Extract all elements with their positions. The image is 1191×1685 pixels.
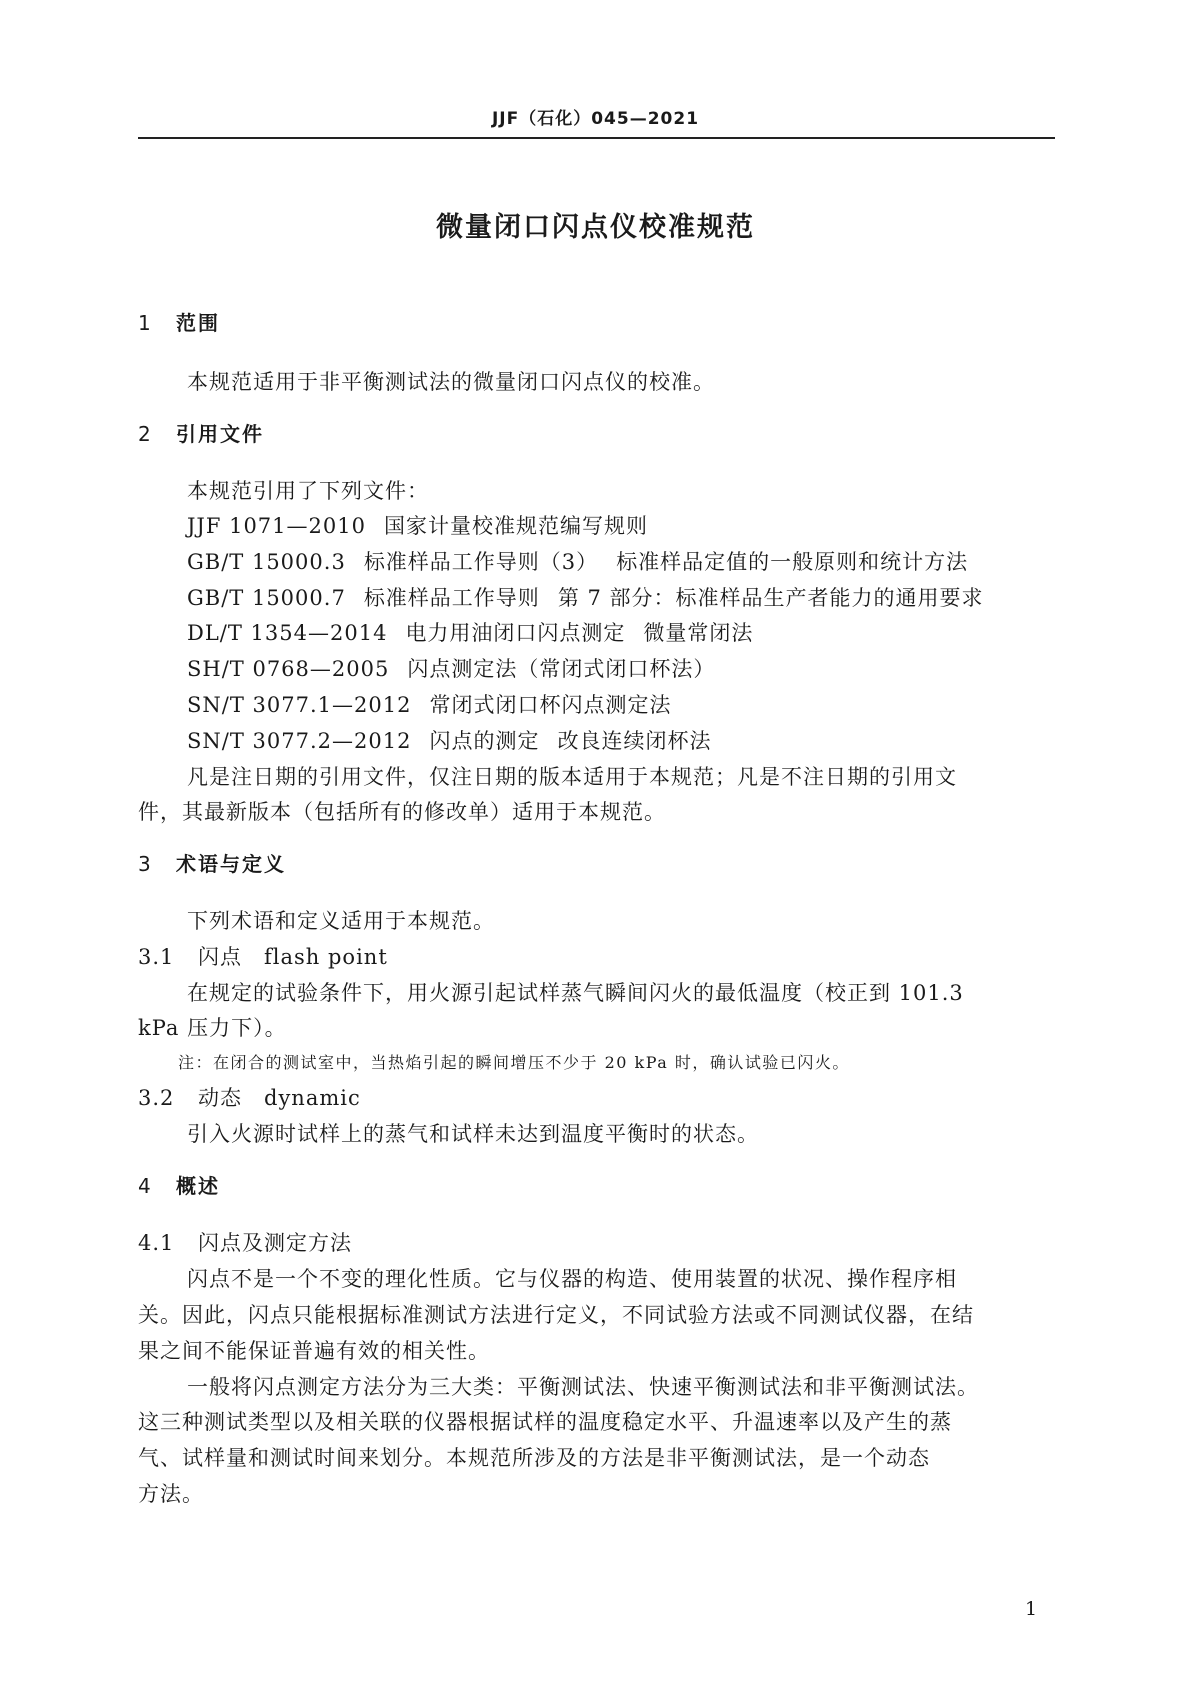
term-3-2-heading [138, 1082, 361, 1112]
references-closing-line-2: 件，其最新版本（包括所有的修改单）适用于本规范。 [138, 800, 666, 824]
references-intro: 本规范引用了下列文件： [187, 479, 429, 503]
terms-intro: 下列术语和定义适用于本规范。 [187, 909, 495, 933]
reference-title: 国家计量校准规范编写规则 [383, 514, 648, 538]
section-number: 2 [138, 422, 153, 446]
section-title: 术语与定义 [176, 852, 286, 876]
section-4-heading [138, 1170, 220, 1199]
section-number: 4 [138, 1174, 153, 1198]
section-1-body: 本规范适用于非平衡测试法的微量闭口闪点仪的校准。 [187, 370, 715, 394]
reference-code: SN/T 3077.1—2012 [187, 693, 412, 717]
reference-subtitle: 改良连续闭杯法 [557, 729, 712, 753]
term-3-1-note: 注：在闭合的测试室中，当热焰引起的瞬间增压不少于 20 kPa 时，确认试验已闪火。 [178, 1053, 850, 1072]
overview-paragraph-1-line-1: 闪点不是一个不变的理化性质。它与仪器的构造、使用装置的状况、操作程序相 [187, 1267, 957, 1291]
section-title: 范围 [176, 311, 220, 335]
reference-code: SN/T 3077.2—2012 [187, 729, 412, 753]
references-closing-line-1: 凡是注日期的引用文件，仅注日期的版本适用于本规范；凡是不注日期的引用文 [187, 765, 957, 789]
page-title: 微量闭口闪点仪校准规范 [436, 212, 755, 243]
section-number: 3 [138, 852, 153, 876]
overview-paragraph-1-line-3: 果之间不能保证普遍有效的相关性。 [138, 1339, 490, 1363]
reference-code: JJF 1071—2010 [187, 514, 366, 538]
subsection-number: 4.1 [138, 1231, 175, 1255]
reference-item [187, 546, 968, 576]
reference-code: SH/T 0768—2005 [187, 657, 390, 681]
page-number: 1 [1025, 1598, 1038, 1620]
reference-title: 常闭式闭口杯闪点测定法 [429, 693, 672, 717]
document-code-header: JJF（石化）045—2021 [491, 109, 700, 129]
reference-title: 标准样品工作导则 [363, 586, 540, 610]
reference-item [187, 725, 711, 755]
overview-paragraph-2-line-3: 气、试样量和测试时间来划分。本规范所涉及的方法是非平衡测试法，是一个动态 [138, 1446, 930, 1470]
reference-title: 标准样品工作导则（3） [363, 550, 599, 574]
reference-title: 电力用油闭口闪点测定 [405, 621, 626, 645]
reference-item [187, 689, 671, 719]
overview-paragraph-2-line-1: 一般将闪点测定方法分为三大类：平衡测试法、快速平衡测试法和非平衡测试法。 [187, 1375, 979, 1399]
overview-paragraph-1-line-2: 关。因此，闪点只能根据标准测试方法进行定义，不同试验方法或不同测试仪器，在结 [138, 1303, 974, 1327]
term-number: 3.2 [138, 1086, 175, 1110]
term-name-en: dynamic [264, 1086, 361, 1110]
reference-title: 闪点的测定 [429, 729, 540, 753]
reference-code: DL/T 1354—2014 [187, 621, 388, 645]
term-3-1-definition-line-2: kPa 压力下）。 [138, 1016, 287, 1040]
section-2-heading [138, 418, 264, 447]
subsection-4-1-heading [138, 1227, 352, 1257]
section-number: 1 [138, 311, 153, 335]
reference-code: GB/T 15000.3 [187, 550, 346, 574]
reference-subtitle: 微量常闭法 [643, 621, 754, 645]
term-number: 3.1 [138, 945, 175, 969]
reference-subtitle: 第 7 部分：标准样品生产者能力的通用要求 [557, 586, 984, 610]
reference-code: GB/T 15000.7 [187, 586, 346, 610]
term-3-2-definition: 引入火源时试样上的蒸气和试样未达到温度平衡时的状态。 [187, 1122, 759, 1146]
section-title: 引用文件 [176, 422, 264, 446]
overview-paragraph-2-line-4: 方法。 [138, 1482, 204, 1506]
header-rule [138, 137, 1055, 139]
section-title: 概述 [176, 1174, 220, 1198]
overview-paragraph-2-line-2: 这三种测试类型以及相关联的仪器根据试样的温度稳定水平、升温速率以及产生的蒸 [138, 1410, 952, 1434]
term-name: 动态 [198, 1086, 242, 1110]
term-3-1-definition-line-1: 在规定的试验条件下，用火源引起试样蒸气瞬间闪火的最低温度（校正到 101.3 [187, 981, 964, 1005]
term-name: 闪点 [198, 945, 242, 969]
subsection-title: 闪点及测定方法 [198, 1231, 352, 1255]
reference-title: 闪点测定法（常闭式闭口杯法） [407, 657, 716, 681]
reference-item [187, 617, 753, 647]
reference-item [187, 653, 715, 683]
reference-item [187, 510, 648, 540]
reference-item [187, 582, 984, 612]
reference-subtitle: 标准样品定值的一般原则和统计方法 [616, 550, 969, 574]
term-3-1-heading [138, 941, 388, 971]
term-name-en: flash point [264, 945, 388, 969]
section-1-heading [138, 307, 220, 336]
section-3-heading [138, 848, 286, 877]
